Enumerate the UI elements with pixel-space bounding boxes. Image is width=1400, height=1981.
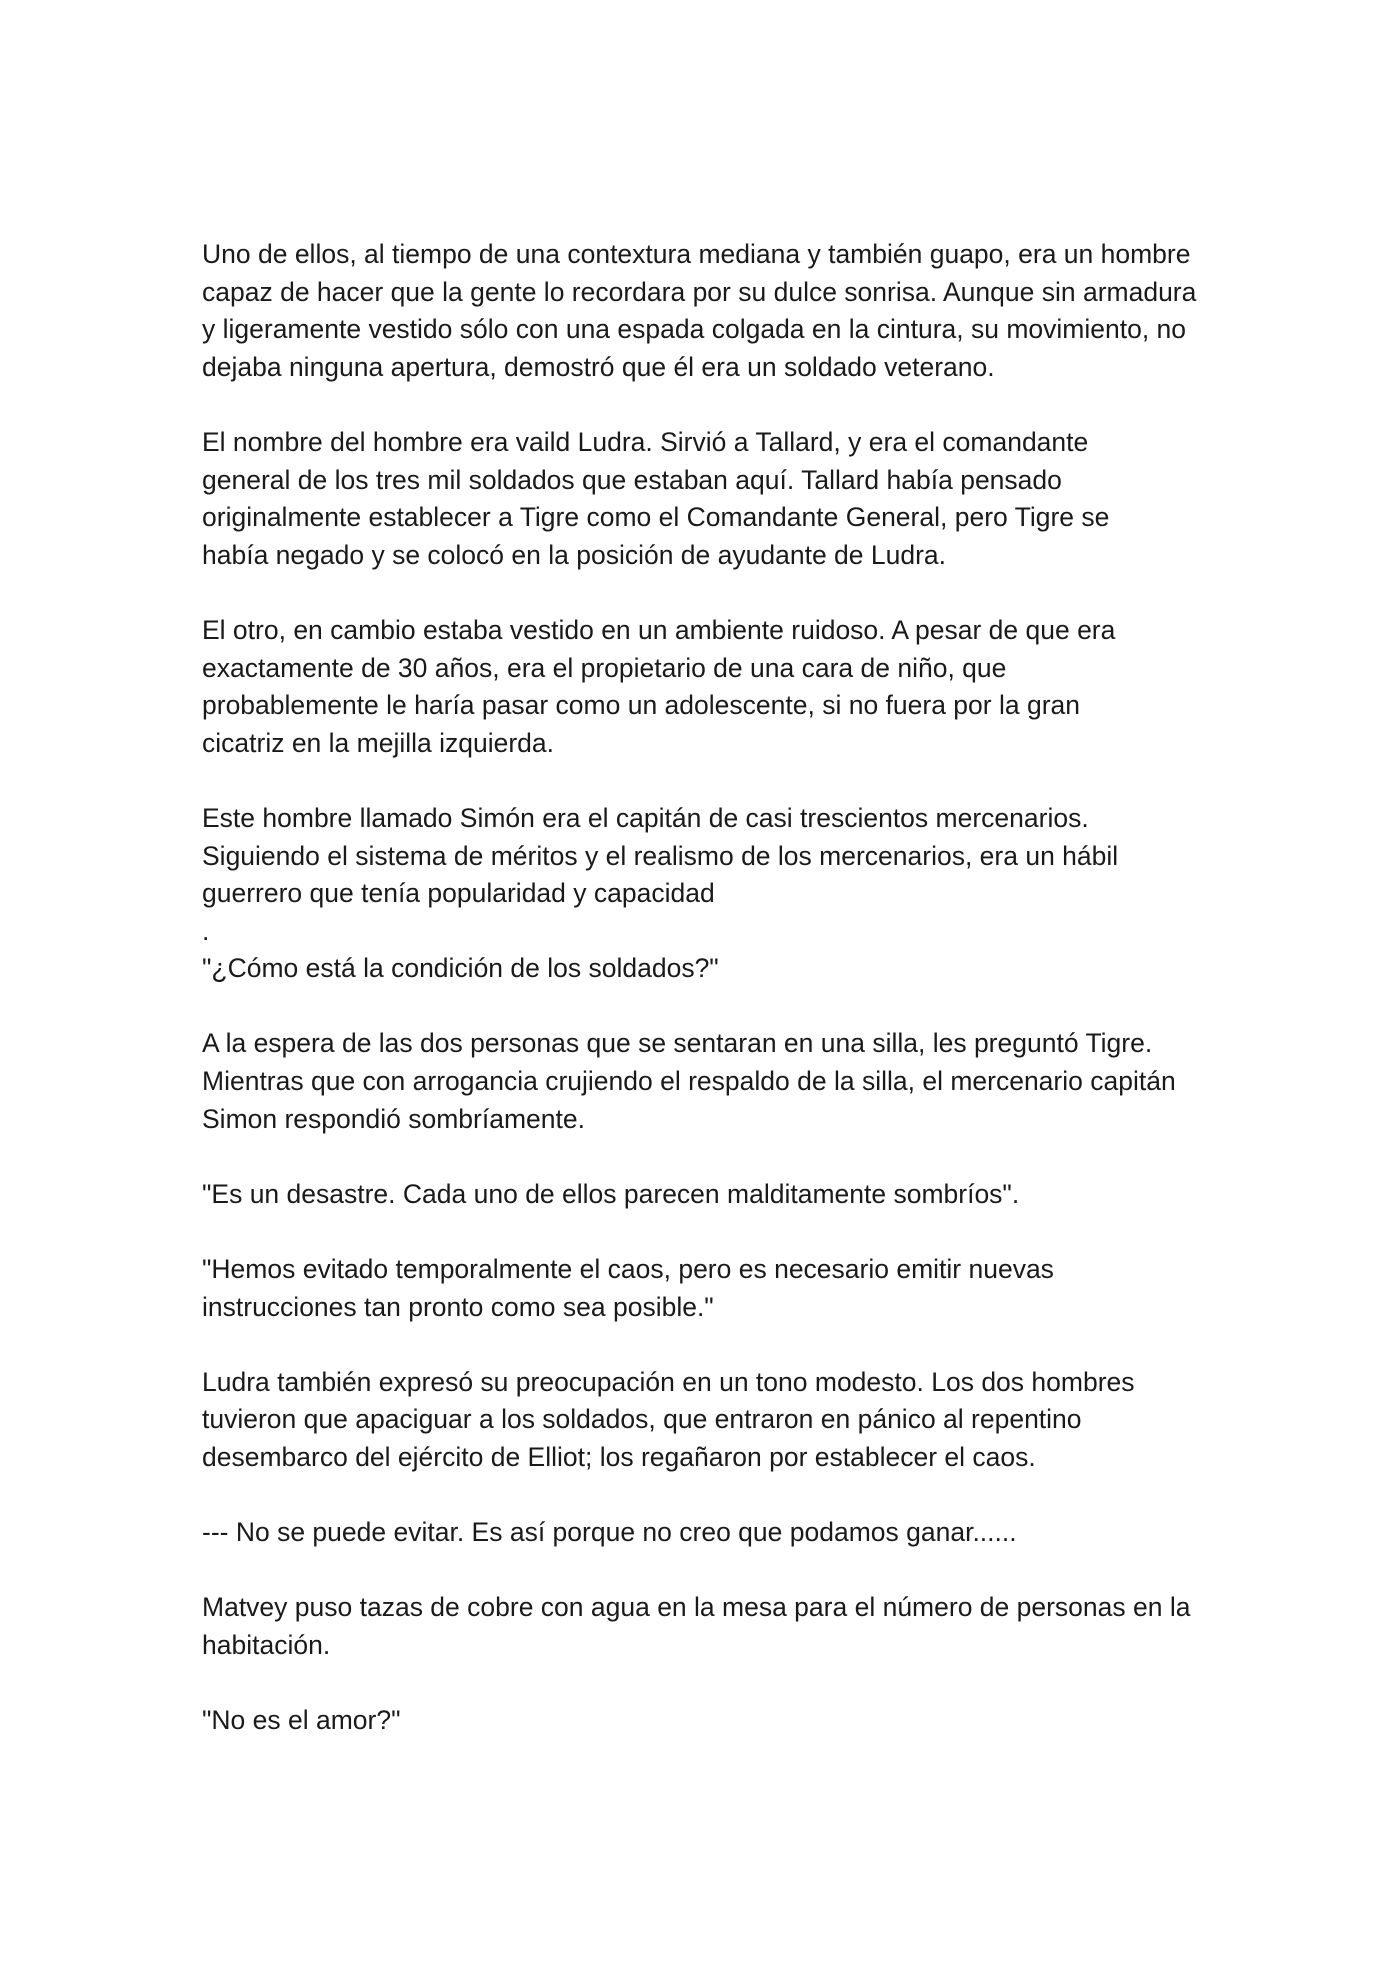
paragraph-8: "Es un desastre. Cada uno de ellos parecen malditamente sombríos". xyxy=(202,1178,1020,1209)
paragraph-6: "¿Cómo está la condición de los soldados?" xyxy=(202,953,719,984)
paragraph-10: Ludra también expresó su preocupación en un tono modesto. Los dos hombres tuvieron que apaciguar a los soldados, que entraron en pánico al repentino desembarco del ejército de Elliot; los regañaron por establecer el caos. xyxy=(202,1366,1135,1472)
paragraph-2: El nombre del hombre era vaild Ludra. Sirvió a Tallard, y era el comandante general de los tres mil soldados que estaban aquí. Tallard había pensado originalmente establecer a Tigre como el Comandante General, pero Tigre se había negado y se colocó en la posición de ayudante de Ludra. xyxy=(202,426,1110,570)
body-text xyxy=(202,236,1222,1740)
paragraph-5: . xyxy=(202,915,210,946)
paragraph-12: Matvey puso tazas de cobre con agua en la mesa para el número de personas en la habitación. xyxy=(202,1592,1191,1660)
paragraph-1: Uno de ellos, al tiempo de una contextura mediana y también guapo, era un hombre capaz de hacer que la gente lo recordara por su dulce sonrisa. Aunque sin armadura y ligeramente vestido sólo con una espada colgada en la cintura, su movimiento, no dejaba ninguna apertura, demostró que él era un soldado veterano. xyxy=(202,239,1197,382)
paragraph-13: "No es el amor?" xyxy=(202,1705,401,1736)
paragraph-11: --- No se puede evitar. Es así porque no creo que podamos ganar...... xyxy=(202,1517,1017,1548)
paragraph-9: "Hemos evitado temporalmente el caos, pero es necesario emitir nuevas instrucciones tan pronto como sea posible." xyxy=(202,1254,1054,1322)
paragraph-4: Este hombre llamado Simón era el capitán de casi trescientos mercenarios. Siguiendo el sistema de méritos y el realismo de los mercenarios, era un hábil guerrero que tenía popularidad y capacidad xyxy=(202,802,1119,909)
paragraph-7: A la espera de las dos personas que se sentaran en una silla, les preguntó Tigre. Mientras que con arrogancia crujiendo el respaldo de la silla, el mercenario capitán Simon respondió sombríamente. xyxy=(202,1028,1176,1134)
paragraph-3: El otro, en cambio estaba vestido en un ambiente ruidoso. A pesar de que era exactamente de 30 años, era el propietario de una cara de niño, que probablemente le haría pasar como un adolescente, si no fuera por la gran cicatriz en la mejilla izquierda. xyxy=(202,614,1116,758)
